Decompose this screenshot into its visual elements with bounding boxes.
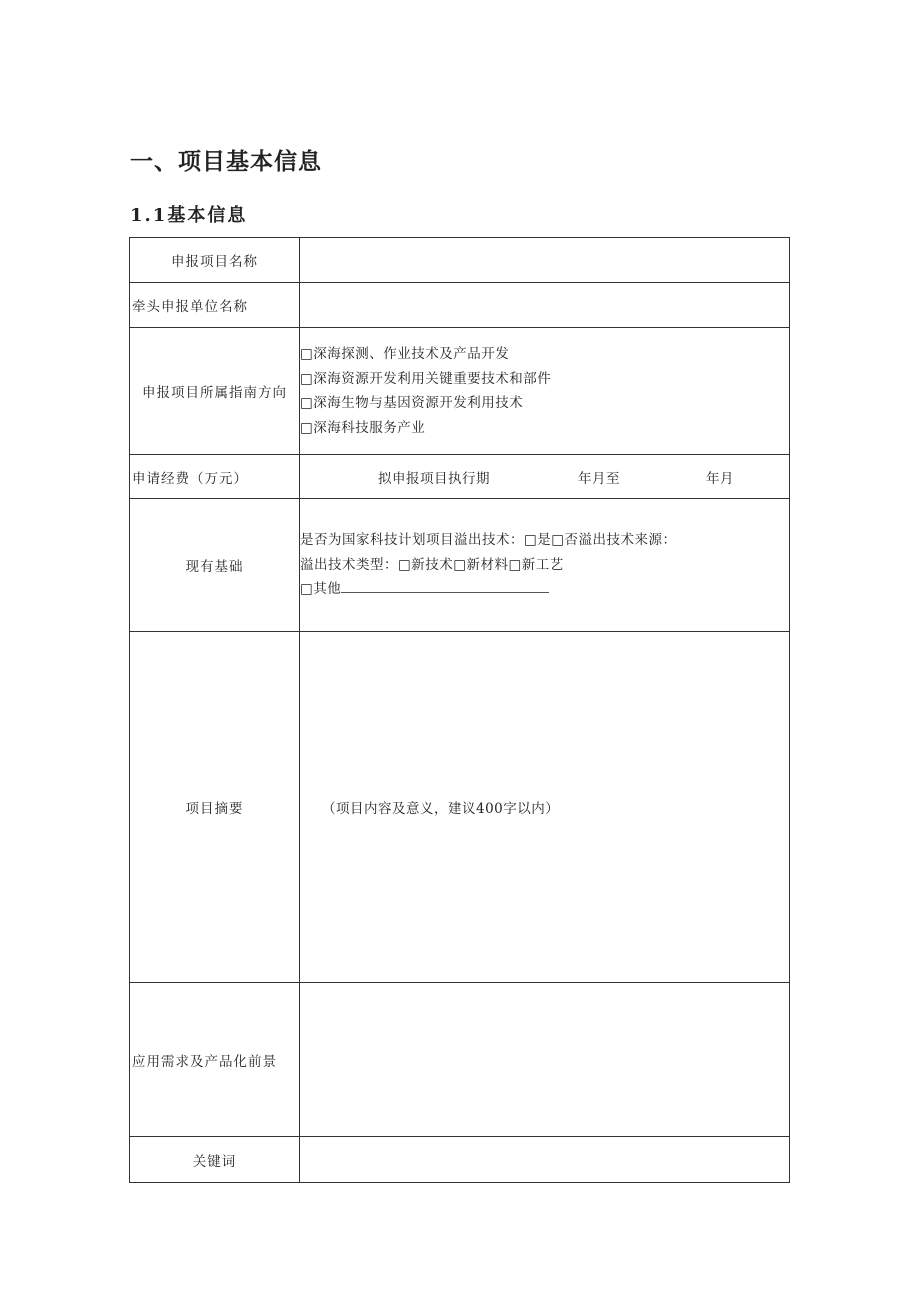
direction-label: 申报项目所属指南方向 [130, 328, 300, 455]
direction-option[interactable]: □深海探测、作业技术及产品开发 [300, 346, 510, 362]
application-field[interactable] [300, 983, 790, 1137]
foundation-content [300, 499, 790, 632]
summary-field[interactable] [300, 632, 790, 983]
keywords-field[interactable] [300, 1137, 790, 1183]
spillover-question[interactable]: 是否为国家科技计划项目溢出技术：□是□否溢出技术来源： [300, 532, 677, 549]
funding-cell [300, 455, 790, 499]
section-title: 一、项目基本信息 [130, 149, 322, 175]
section-subtitle: 1.1基本信息 [130, 205, 248, 226]
funding-label: 申请经费（万元） [130, 455, 300, 499]
project-name-field[interactable] [300, 238, 790, 283]
row-keywords [130, 1137, 790, 1183]
direction-option[interactable]: □深海生物与基因资源开发利用技术 [300, 395, 524, 411]
foundation-label: 现有基础 [130, 499, 300, 632]
lead-unit-label: 牵头申报单位名称 [130, 283, 300, 328]
spillover-type[interactable]: 溢出技术类型：□新技术□新材料□新工艺 [300, 556, 564, 573]
application-label: 应用需求及产品化前景 [130, 983, 300, 1137]
row-foundation [130, 499, 790, 632]
row-direction [130, 328, 790, 455]
period-end[interactable]: 年月 [706, 470, 734, 487]
row-summary [130, 632, 790, 983]
project-name-label: 申报项目名称 [130, 238, 300, 283]
row-lead-unit [130, 283, 790, 328]
summary-label: 项目摘要 [130, 632, 300, 983]
row-application [130, 983, 790, 1137]
summary-hint: （项目内容及意义，建议400字以内） [322, 801, 560, 817]
other-option[interactable]: □其他 [300, 581, 342, 598]
row-project-name [130, 238, 790, 283]
basic-info-table [129, 237, 790, 1183]
direction-option[interactable]: □深海科技服务产业 [300, 419, 426, 436]
row-funding [130, 455, 790, 499]
period-start[interactable]: 年月至 [578, 470, 620, 487]
keywords-label: 关键词 [130, 1137, 300, 1183]
period-label: 拟申报项目执行期 [378, 470, 490, 487]
spillover-other [300, 577, 789, 602]
lead-unit-field[interactable] [300, 283, 790, 328]
direction-option[interactable]: □深海资源开发利用关键重要技术和部件 [300, 370, 552, 387]
direction-options [300, 328, 790, 455]
other-blank-field[interactable] [341, 579, 549, 593]
